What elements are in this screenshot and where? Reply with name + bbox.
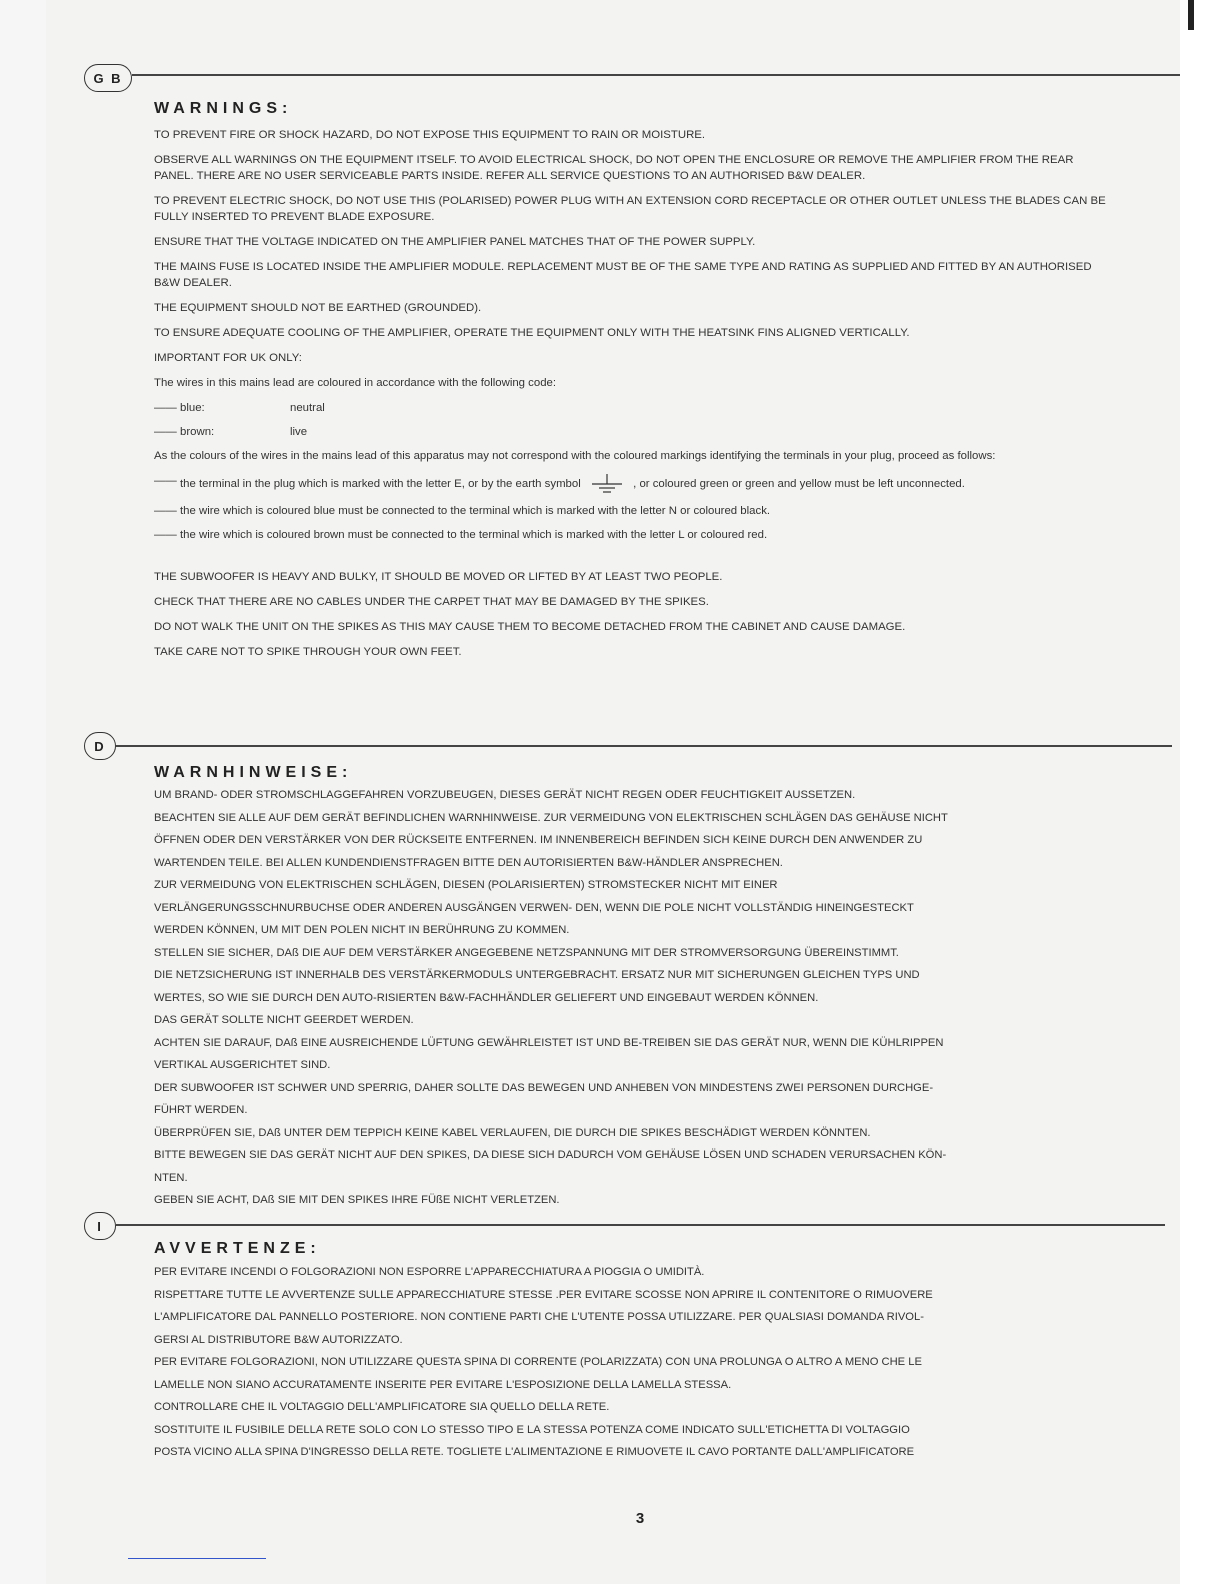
dash-mark: —— [154,402,177,414]
page-number: 3 [635,1510,645,1527]
gb-subwoofer-paragraph: DO NOT WALK THE UNIT ON THE SPIKES AS THIS MAY CAUSE THEM TO BECOME DETACHED FROM THE CABINET AND CAUSE DAMAGE. [154,621,906,633]
gb-paragraph: The wires in this mains lead are coloured in accordance with the following code: [154,377,557,389]
it-section-rule [116,1224,1165,1226]
it-line: GERSI AL DISTRIBUTORE B&W AUTORIZZATO. [154,1333,403,1346]
it-line: SOSTITUITE IL FUSIBILE DELLA RETE SOLO CON LO STESSO TIPO E LA STESSA POTENZA COME INDICATO SULL'ETICHETTA DI VOLTAGGIO [154,1423,910,1436]
gb-paragraph: THE EQUIPMENT SHOULD NOT BE EARTHED (GROUNDED). [154,302,482,314]
de-line: ACHTEN SIE DARAUF, DAß EINE AUSREICHENDE LÜFTUNG GEWÄHRLEISTET IST UND BE-TREIBEN SIE DAS GERÄT NUR, WENN DIE KÜHLRIPPEN [154,1036,944,1049]
scan-margin-left [0,0,46,1584]
plug-rule-brown [154,527,1116,543]
it-line: RISPETTARE TUTTE LE AVVERTENZE SULLE APPARECCHIATURE STESSE .PER EVITARE SCOSSE NON APRIRE IL CONTENITORE O RIMUOVERE [154,1288,933,1301]
de-line: GEBEN SIE ACHT, DAß SIE MIT DEN SPIKES IHRE FÜßE NICHT VERLETZEN. [154,1194,560,1206]
scan-margin-right [1180,0,1224,1584]
it-line: CONTROLLARE CHE IL VOLTAGGIO DELL'AMPLIFICATORE SIA QUELLO DELLA RETE. [154,1401,610,1413]
it-language-badge: I [84,1212,116,1240]
gb-subwoofer-paragraph: TAKE CARE NOT TO SPIKE THROUGH YOUR OWN FEET. [154,646,462,658]
de-line: DER SUBWOOFER IST SCHWER UND SPERRIG, DAHER SOLLTE DAS BEWEGEN UND ANHEBEN VON MINDESTENS ZWEI PERSONEN DURCHGE- [154,1081,934,1094]
de-line: VERTIKAL AUSGERICHTET SIND. [154,1059,331,1071]
de-line: STELLEN SIE SICHER, DAß DIE AUF DEM VERSTÄRKER ANGEGEBENE NETZSPANNUNG MIT DER STROMVERSORGUNG ÜBEREINSTIMMT. [154,946,899,959]
de-line: BITTE BEWEGEN SIE DAS GERÄT NICHT AUF DEN SPIKES, DA DIESE SICH DADURCH VOM GEHÄUSE LÖSEN UND SCHADEN VERURSACHEN KÖN- [154,1149,947,1161]
de-line: DAS GERÄT SOLLTE NICHT GEERDET WERDEN. [154,1014,414,1026]
gb-paragraph: IMPORTANT FOR UK ONLY: [154,352,302,364]
de-line: DIE NETZSICHERUNG IST INNERHALB DES VERSTÄRKERMODULS UNTERGEBRACHT. ERSATZ NUR MIT SICHERUNGEN GLEICHEN TYPS UND [154,969,920,981]
it-line: PER EVITARE FOLGORAZIONI, NON UTILIZZARE QUESTA SPINA DI CORRENTE (POLARIZZATA) CON UNA PROLUNGA O ALTRO A MENO CHE LE [154,1356,922,1368]
wire-function: neutral [290,402,325,414]
de-heading: WARNHINWEISE: [154,764,353,781]
de-line: WARTENDEN TEILE. BEI ALLEN KUNDENDIENSTFRAGEN BITTE DEN AUTORISIERTEN B&W-HÄNDLER ANSPRECHEN. [154,856,783,869]
de-line: ZUR VERMEIDUNG VON ELEKTRISCHEN SCHLÄGEN, DIESEN (POLARISIERTEN) STROMSTECKER NICHT MIT EINER [154,879,778,891]
footer-link-underline [128,1558,266,1559]
dash-mark: —— [154,426,177,438]
gb-paragraph: ENSURE THAT THE VOLTAGE INDICATED ON THE AMPLIFIER PANEL MATCHES THAT OF THE POWER SUPPLY. [154,236,756,248]
gb-paragraph: TO PREVENT FIRE OR SHOCK HAZARD, DO NOT EXPOSE THIS EQUIPMENT TO RAIN OR MOISTURE. [154,129,706,141]
wire-function: live [290,426,308,438]
wire-code-row [154,400,1116,416]
plug-rule-text: the wire which is coloured brown must be connected to the terminal which is marked with the letter L or coloured red. [180,529,768,541]
plug-intro: As the colours of the wires in the mains lead of this apparatus may not correspond with the coloured markings identifying the terminals in your plug, proceed as follows: [154,450,996,462]
de-line: WERDEN KÖNNEN, UM MIT DEN POLEN NICHT IN BERÜHRUNG ZU KOMMEN. [154,924,570,936]
spacer [154,551,1116,569]
de-line: ÜBERPRÜFEN SIE, DAß UNTER DEM TEPPICH KEINE KABEL VERLAUFEN, DIE DURCH DIE SPIKES BESCHÄDIGT WERDEN KÖNNTEN. [154,1126,871,1139]
it-line: LAMELLE NON SIANO ACCURATAMENTE INSERITE PER EVITARE L'ESPOSIZIONE DELLA LAMELLA STESSA. [154,1378,732,1391]
de-section-rule [116,745,1172,747]
de-language-badge: D [84,732,116,760]
earth-rule-before: the terminal in the plug which is marked with the letter E, or by the earth symbol [180,478,581,491]
it-section-body [154,1261,1116,1464]
dash-mark: —— [154,529,177,541]
it-heading: AVVERTENZE: [154,1240,321,1257]
de-section-body [154,784,1116,1212]
wire-code-row [154,424,1116,440]
plug-rule-text: the wire which is coloured blue must be connected to the terminal which is marked with the letter N or coloured black. [180,505,771,517]
gb-section-body [154,127,1116,669]
earth-symbol-icon [590,473,624,495]
gb-heading: WARNINGS: [154,100,293,117]
gb-language-badge: G B [84,64,132,92]
it-line: L'AMPLIFICATORE DAL PANNELLO POSTERIORE. NON CONTIENE PARTI CHE L'UTENTE POSSA UTILIZZARE. PER QUALSIASI DOMANDA RIVOL- [154,1311,924,1323]
de-line: ÖFFNEN ODER DEN VERSTÄRKER VON DER RÜCKSEITE ENTFERNEN. IM INNENBEREICH BEFINDEN SICH KEINE DURCH DEN ANWENDER ZU [154,834,923,846]
wire-colour: brown: [180,426,215,438]
it-line: PER EVITARE INCENDI O FOLGORAZIONI NON ESPORRE L'APPARECCHIATURA A PIOGGIA O UMIDITÀ. [154,1266,705,1278]
plug-rule-text [180,473,965,495]
gb-paragraph: OBSERVE ALL WARNINGS ON THE EQUIPMENT ITSELF. TO AVOID ELECTRICAL SHOCK, DO NOT OPEN THE ENCLOSURE OR REMOVE THE AMPLIFIER FROM THE REAR PANEL. THERE ARE NO USER SERVICEABLE PARTS INSIDE. REFER ALL SERVICE QUESTIONS TO AN AUTHORISED B&W DEALER. [154,154,1074,182]
gb-subwoofer-paragraph: CHECK THAT THERE ARE NO CABLES UNDER THE CARPET THAT MAY BE DAMAGED BY THE SPIKES. [154,596,709,608]
it-line: POSTA VICINO ALLA SPINA D'INGRESSO DELLA RETE. TOGLIETE L'ALIMENTAZIONE E RIMUOVETE IL CAVO PORTANTE DALL'AMPLIFICATORE [154,1446,915,1458]
wire-colour: blue: [180,402,205,414]
scan-edge-mark [1188,0,1194,30]
dash-mark: —— [154,505,177,517]
dash-mark: —— [154,475,177,487]
de-line: NTEN. [154,1171,188,1184]
de-line: VERLÄNGERUNGSSCHNURBUCHSE ODER ANDEREN AUSGÄNGEN VERWEN- DEN, WENN DIE POLE NICHT VOLLSTÄNDIG HINEINGESTECKT [154,901,914,914]
de-line: FÜHRT WERDEN. [154,1104,248,1116]
earth-rule-after: , or coloured green or green and yellow must be left unconnected. [633,478,965,491]
gb-paragraph: TO ENSURE ADEQUATE COOLING OF THE AMPLIFIER, OPERATE THE EQUIPMENT ONLY WITH THE HEATSINK FINS ALIGNED VERTICALLY. [154,327,910,339]
gb-paragraph: THE MAINS FUSE IS LOCATED INSIDE THE AMPLIFIER MODULE. REPLACEMENT MUST BE OF THE SAME TYPE AND RATING AS SUPPLIED AND FITTED BY AN AUTHORISED B&W DEALER. [154,261,1092,289]
gb-subwoofer-paragraph: THE SUBWOOFER IS HEAVY AND BULKY, IT SHOULD BE MOVED OR LIFTED BY AT LEAST TWO PEOPLE. [154,571,723,583]
de-line: WERTES, SO WIE SIE DURCH DEN AUTO-RISIERTEN B&W-FACHHÄNDLER GELIEFERT UND EINGEBAUT WERDEN KÖNNEN. [154,991,819,1004]
gb-paragraph: TO PREVENT ELECTRIC SHOCK, DO NOT USE THIS (POLARISED) POWER PLUG WITH AN EXTENSION CORD RECEPTACLE OR OTHER OUTLET UNLESS THE BLADES CAN BE FULLY INSERTED TO PREVENT BLADE EXPOSURE. [154,195,1106,223]
de-line: UM BRAND- ODER STROMSCHLAGGEFAHREN VORZUBEUGEN, DIESES GERÄT NICHT REGEN ODER FEUCHTIGKEIT AUSSETZEN. [154,789,856,801]
gb-section-rule [132,74,1180,76]
de-line: BEACHTEN SIE ALLE AUF DEM GERÄT BEFINDLICHEN WARNHINWEISE. ZUR VERMEIDUNG VON ELEKTRISCHEN SCHLÄGEN DAS GEHÄUSE NICHT [154,811,948,824]
plug-rule-earth [154,473,1116,495]
plug-rule-blue [154,503,1116,519]
